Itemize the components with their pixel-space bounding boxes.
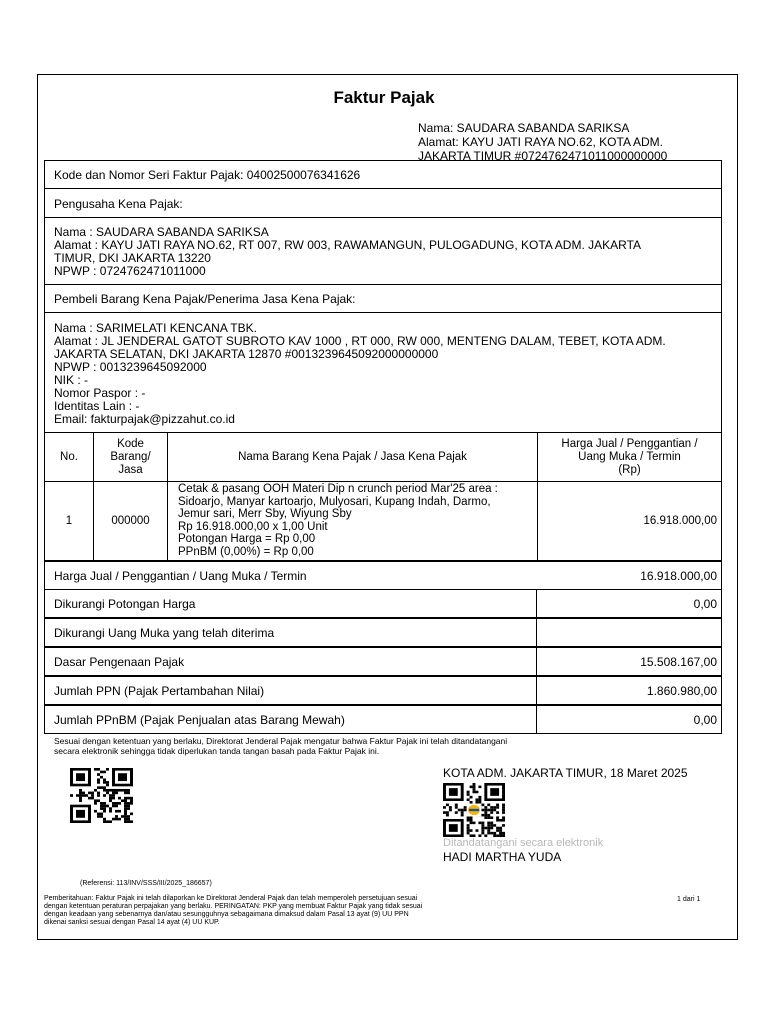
summary-divider	[536, 590, 537, 617]
summary-divider	[536, 677, 537, 704]
summary-divider	[536, 706, 537, 733]
header-address-line: Nama: SAUDARA SABANDA SARIKSA	[418, 121, 630, 135]
col-harga-line: Harga Jual / Penggantian /	[561, 437, 698, 450]
notice-line: dengan ketentuan peraturan perpajakan yang berlaku. PERINGATAN: PKP yang membuat Faktur Pajak yang tidak sesuai	[44, 903, 423, 910]
col-no: No.	[45, 433, 94, 482]
seller-line: NPWP : 0724762471011000	[54, 264, 206, 278]
row-description	[168, 482, 538, 561]
table-row	[45, 482, 722, 561]
esign-label: Ditandatangani secara elektronik	[443, 837, 604, 849]
summary-value: 0,00	[693, 713, 717, 727]
summary-label: Dikurangi Potongan Harga	[54, 597, 196, 611]
pkp-heading-box	[44, 188, 722, 218]
summary-divider	[536, 619, 537, 646]
summary-value: 0,00	[693, 597, 717, 611]
summary-divider	[536, 648, 537, 675]
buyer-line: Alamat : JL JENDERAL GATOT SUBROTO KAV 1000 , RT 000, RW 000, MENTENG DALAM, TEBET, KOTA ADM.	[54, 334, 666, 348]
seller-info	[54, 226, 641, 278]
buyer-info	[54, 322, 666, 426]
seller-box	[44, 217, 722, 285]
notice-line: dengan keadaan yang sebenarnya dan/atau sesungguhnya sebagaimana dimaksud dalam Pasal 13 ayat (9) UU PPN	[44, 911, 409, 918]
buyer-heading-box	[44, 284, 722, 313]
summary-row	[44, 561, 722, 590]
col-kode-line: Barang/	[110, 450, 151, 463]
row-desc-line: Rp 16.918.000,00 x 1,00 Unit	[178, 520, 328, 533]
row-desc-line: Jemur sari, Merr Sby, Wiyung Sby	[178, 508, 352, 520]
notice-line: Pemberitahuan: Faktur Pajak ini telah dilaporkan ke Direktorat Jenderal Pajak dan telah memperoleh persetujuan sesuai	[44, 895, 418, 902]
row-desc-line: Potongan Harga = Rp 0,00	[178, 533, 316, 545]
items-table	[44, 432, 722, 561]
reference: (Referensi: 113/INV/SSS/III/2025_186657)	[80, 880, 212, 887]
summary-value: 1.860.980,00	[646, 684, 717, 698]
buyer-line: Identitas Lain : -	[54, 399, 140, 413]
esign-note-line: secara elektronik sehingga tidak diperlukan tanda tangan basah pada Faktur Pajak ini.	[54, 746, 380, 756]
summary-row	[44, 705, 722, 734]
col-nama: Nama Barang Kena Pajak / Jasa Kena Pajak	[168, 433, 538, 482]
buyer-line: Nomor Paspor : -	[54, 386, 146, 400]
buyer-line: Nama : SARIMELATI KENCANA TBK.	[54, 321, 257, 335]
summary-label: Dasar Pengenaan Pajak	[54, 655, 185, 669]
summary-value: 16.918.000,00	[640, 569, 717, 583]
row-kode: 000000	[94, 482, 168, 561]
col-kode	[94, 433, 168, 482]
kode-seri-box	[44, 160, 722, 189]
header-address-line: Alamat: KAYU JATI RAYA NO.62, KOTA ADM.	[418, 135, 663, 149]
buyer-line: NPWP : 0013239645092000	[54, 360, 207, 374]
qr-code-signature	[443, 783, 505, 837]
row-harga: 16.918.000,00	[538, 482, 722, 561]
summary-row	[44, 676, 722, 705]
col-harga	[538, 433, 722, 482]
buyer-line: JAKARTA SELATAN, DKI JAKARTA 12870 #0013239645092000000000	[54, 347, 439, 361]
row-desc-line: PPnBM (0,00%) = Rp 0,00	[178, 545, 314, 558]
summary-value: 15.508.167,00	[640, 655, 717, 669]
buyer-line: NIK : -	[54, 373, 89, 387]
summary-row	[44, 589, 722, 618]
col-harga-line: Uang Muka / Termin	[578, 450, 681, 463]
seller-line: TIMUR, DKI JAKARTA 13220	[54, 251, 211, 265]
esign-note	[54, 736, 507, 756]
buyer-box	[44, 312, 722, 433]
seller-line: Alamat : KAYU JATI RAYA NO.62, RT 007, RW 003, RAWAMANGUN, PULOGADUNG, KOTA ADM. JAKARTA	[54, 238, 642, 252]
kode-seri-text: Kode dan Nomor Seri Faktur Pajak: 04002500076341626	[54, 168, 361, 182]
place-date: KOTA ADM. JAKARTA TIMUR, 18 Maret 2025	[443, 766, 688, 780]
table-header-row	[45, 433, 722, 482]
col-kode-line: Kode	[117, 437, 144, 450]
summary-label: Harga Jual / Penggantian / Uang Muka / Termin	[54, 569, 307, 583]
row-no: 1	[45, 482, 94, 561]
notice-line: dikenai sanksi sesuai dengan Pasal 14 ayat (4) UU KUP.	[44, 919, 220, 926]
summary-label: Jumlah PPnBM (Pajak Penjualan atas Barang Mewah)	[54, 713, 345, 727]
document-title: Faktur Pajak	[333, 88, 435, 107]
qr-code-left	[70, 768, 133, 823]
buyer-heading: Pembeli Barang Kena Pajak/Penerima Jasa Kena Pajak:	[54, 292, 356, 306]
summary-label: Dikurangi Uang Muka yang telah diterima	[54, 626, 275, 640]
signer-name: HADI MARTHA YUDA	[443, 850, 562, 864]
col-harga-line: (Rp)	[618, 463, 641, 476]
header-address-line: JAKARTA TIMUR #0724762471011000000000	[418, 149, 668, 163]
notice	[44, 895, 422, 927]
summary-label: Jumlah PPN (Pajak Pertambahan Nilai)	[54, 684, 265, 698]
esign-note-line: Sesuai dengan ketentuan yang berlaku, Direktorat Jenderal Pajak mengatur bahwa Faktur Pajak ini telah ditandatangani	[54, 736, 508, 746]
row-desc-line: Cetak & pasang OOH Materi Dip n crunch period Mar'25 area :	[178, 483, 498, 495]
buyer-line: Email: fakturpajak@pizzahut.co.id	[54, 412, 235, 426]
summary-row	[44, 618, 722, 647]
col-kode-line: Jasa	[118, 463, 143, 476]
seller-line: Nama : SAUDARA SABANDA SARIKSA	[54, 225, 269, 239]
pkp-heading: Pengusaha Kena Pajak:	[54, 197, 183, 211]
row-desc-line: Sidoarjo, Manyar kartoarjo, Mulyosari, Kupang Indah, Darmo,	[178, 495, 491, 508]
header-address	[418, 121, 667, 163]
page-number: 1 dari 1	[677, 896, 701, 903]
summary-row	[44, 647, 722, 676]
